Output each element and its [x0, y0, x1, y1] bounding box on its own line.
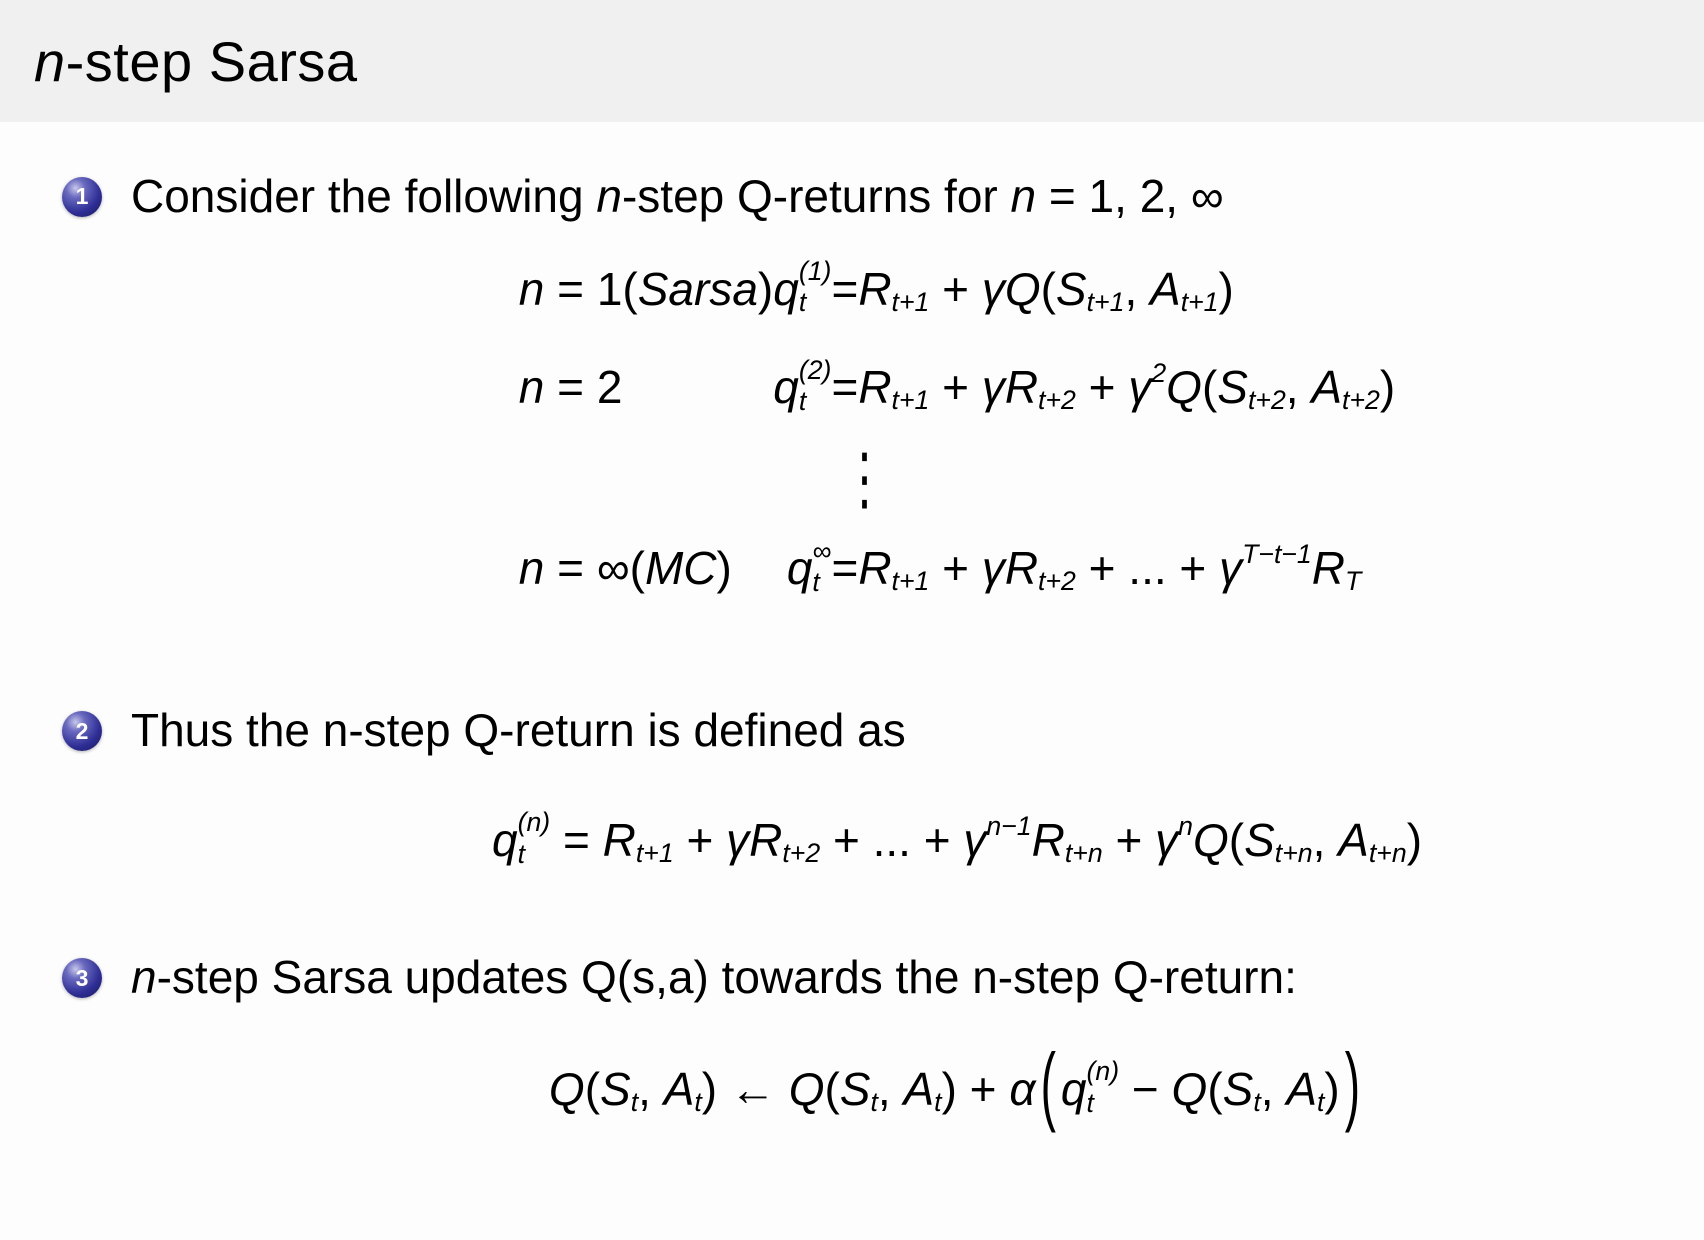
bullet-item-1 — [0, 168, 1704, 226]
vertical-dots: ⋮ — [841, 438, 888, 517]
slide-title: n-step Sarsa — [34, 29, 358, 93]
equation-cell-mid: q ∞ t — [786, 535, 832, 598]
enumerate-badge-1: 1 — [62, 177, 102, 217]
q-returns-equation-zone — [210, 256, 1704, 603]
equation-cell-left: n = 1(Sarsa) — [518, 262, 774, 315]
equation-cell-right: =Rt+1 + γRt+2 + ... + $\gamma^{T-t-1}RT$ — [831, 539, 1362, 597]
bullet-item-2 — [0, 702, 1704, 760]
slide-header — [0, 0, 1704, 122]
equation-cell-right: =Rt+1 + γQ(St+1, At+1) — [831, 262, 1234, 317]
bullet-text-3: n-step Sarsa updates Q(s,a) towards the n-step Q-return: — [131, 951, 1297, 1004]
bullet-text-2: Thus the n-step Q-return is defined as — [131, 704, 906, 757]
enumerate-badge-2: 2 — [62, 711, 102, 751]
equation-cell-right: $=Rt+1 + \gamma Rt+2 + \gamma^2Q(St+2$, At+2) — [831, 358, 1396, 416]
equation-cell-mid: q (1) t — [773, 255, 832, 318]
n-step-q-return-equation-zone — [210, 804, 1704, 878]
equation-cell-left: n = ∞(MC) — [518, 542, 732, 595]
sarsa-update-equation: Q(St, At) ← Q(St, At) + α ( q (n) t − Q(St, At) ) — [548, 1034, 1361, 1134]
n-step-q-return-equation: q (n) t = Rt+1 + γRt+2 + ... + $\gamma^{n-1}Rt+n + \gamma^nQ(St+n$, At+n) — [491, 807, 1423, 869]
q-returns-equation-group — [519, 256, 1395, 603]
enumerate-badge-3: 3 — [62, 958, 102, 998]
bullet-item-3 — [0, 949, 1704, 1007]
equation-cell-mid: q (2) t — [773, 354, 832, 417]
sarsa-update-equation-zone — [210, 1034, 1704, 1134]
equation-cell-left: n = 2 — [518, 361, 623, 414]
bullet-text-1: Consider the following n-step Q-returns for n = 1, 2, ∞ — [131, 170, 1224, 222]
